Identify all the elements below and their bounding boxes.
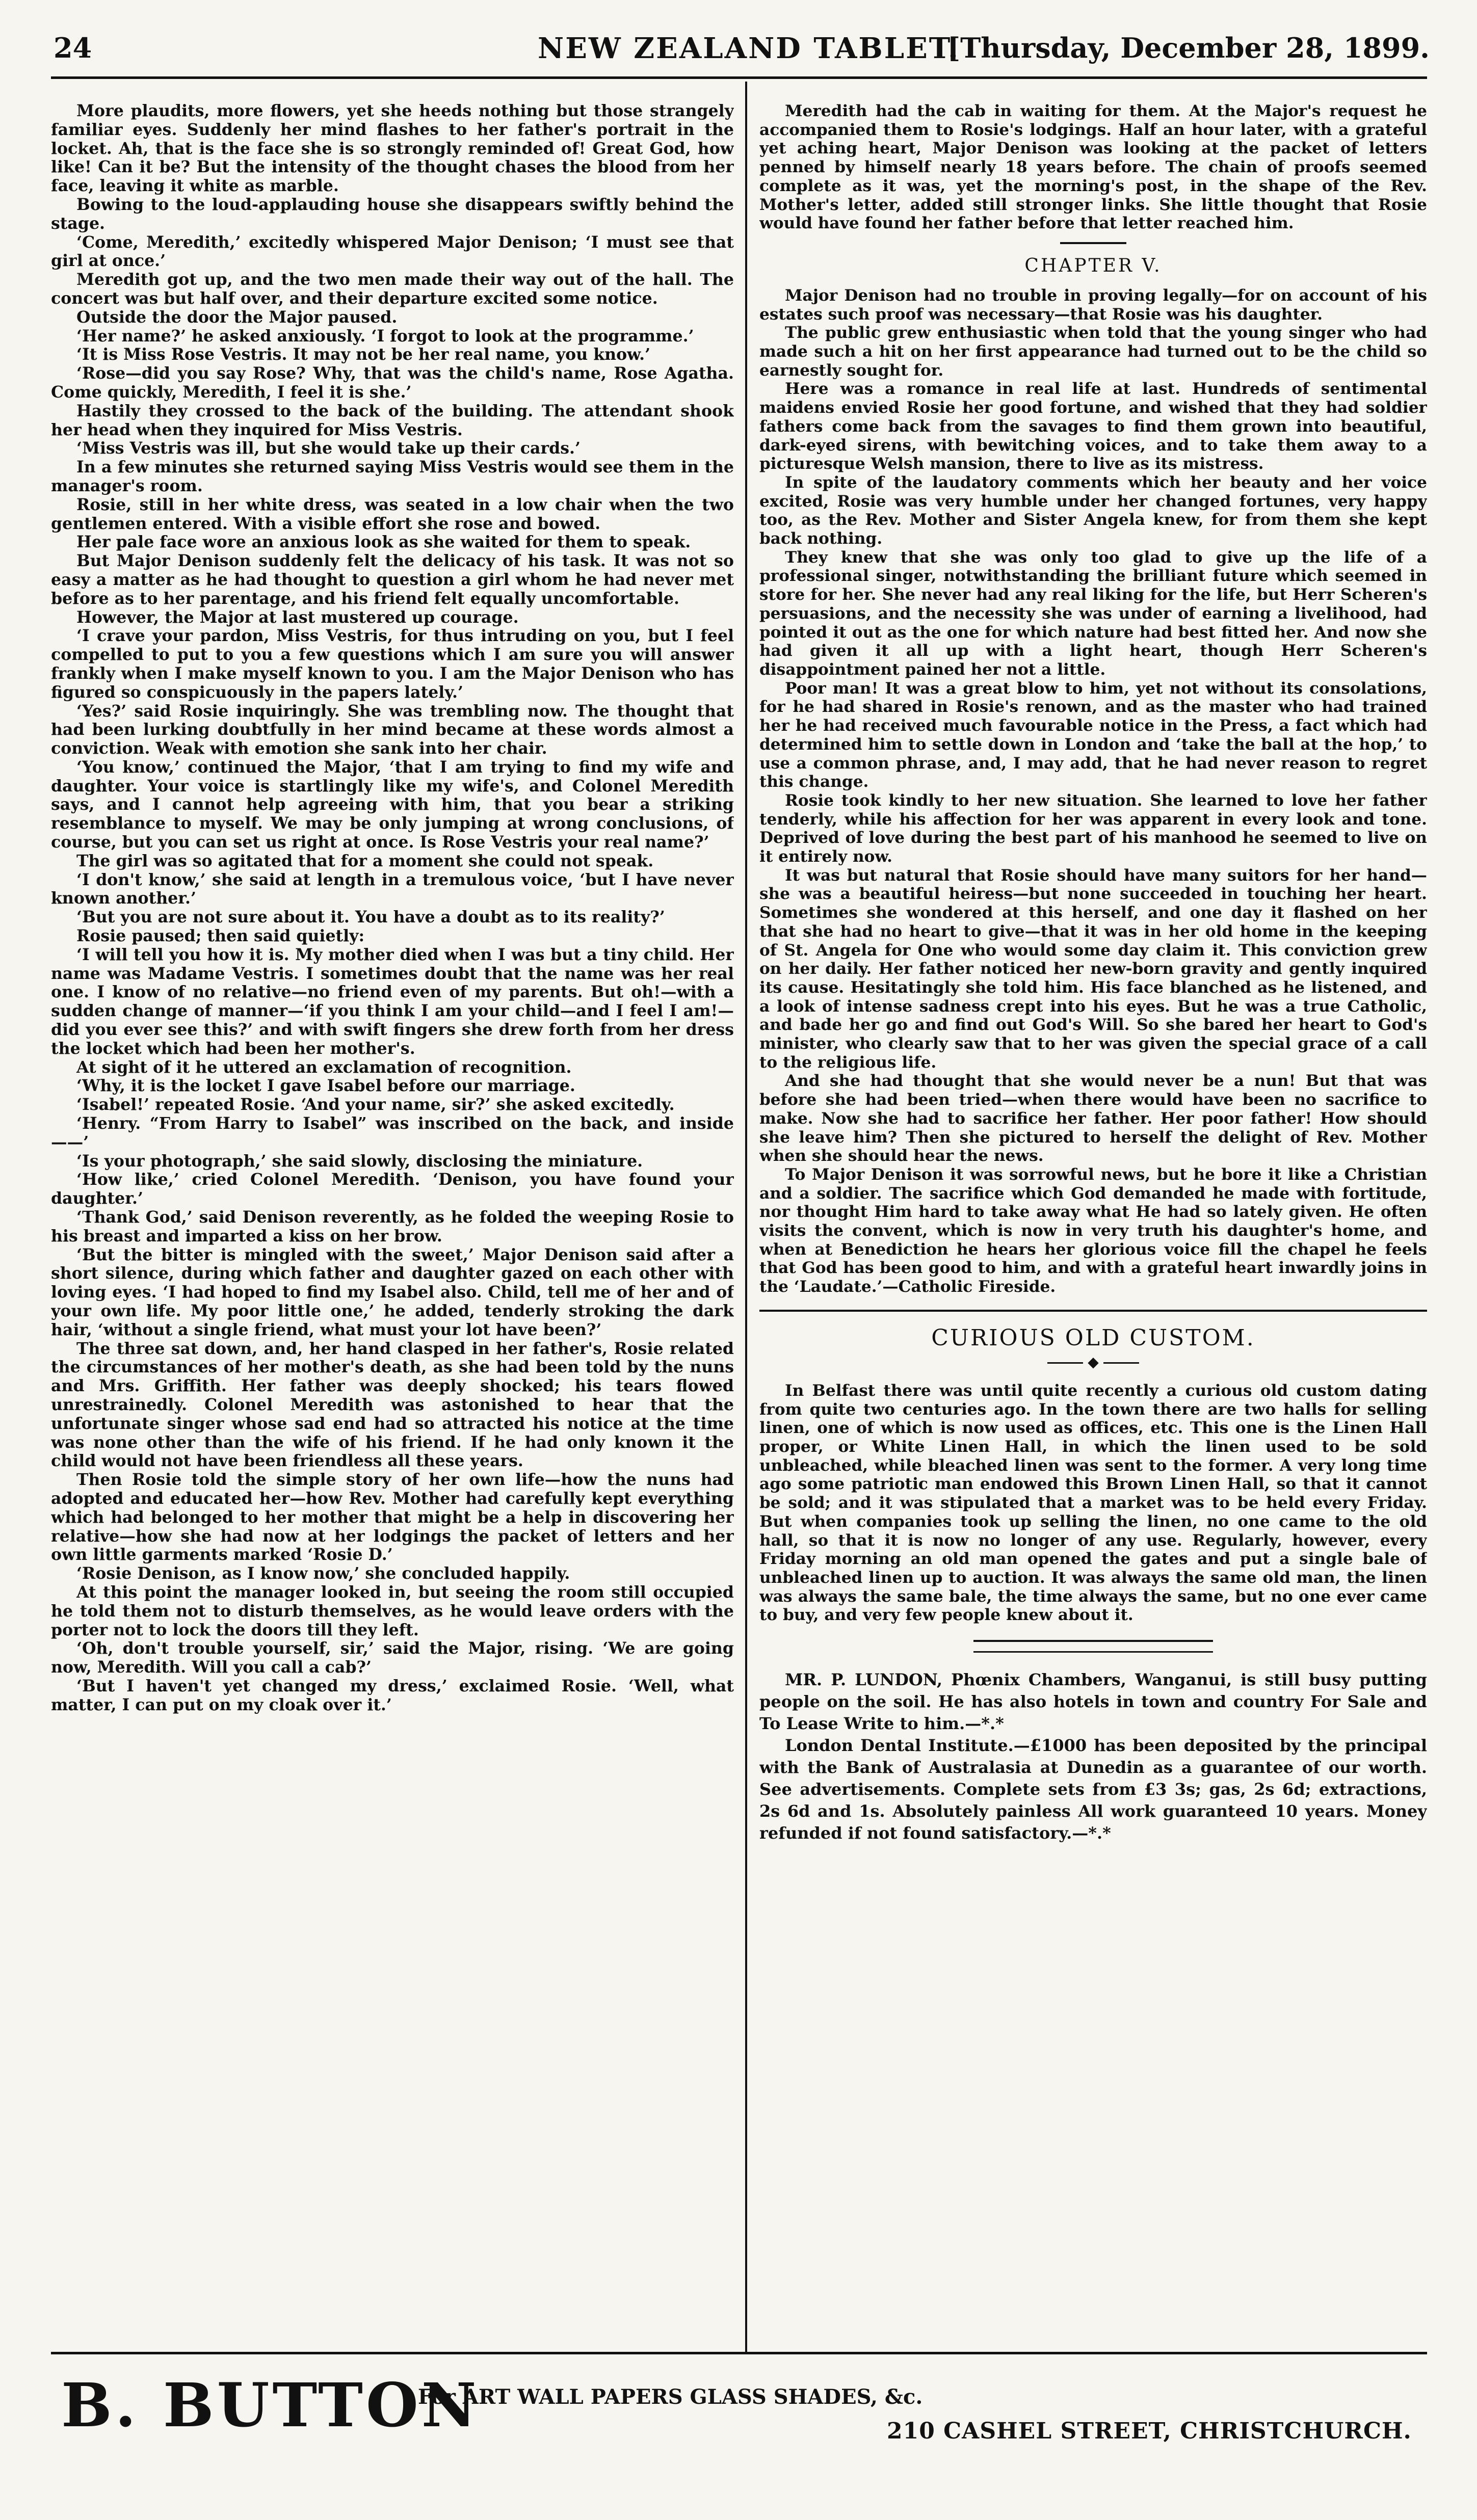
story-paragraph: But Major Denison suddenly felt the delicacy of his task. It was not so easy a matter as he had thought to question a girl whom he had never met before as to her parentage, and his friend felt equally uncomfortable. (51, 551, 734, 608)
chapter-paragraph: Rosie took kindly to her new situation. She learned to love her father tenderly, while his affection for her was apparent in every look and tone. Deprived of love during the best part of his manhood he seemed to live on it entirely now. (759, 791, 1427, 866)
chapter-paragraph: Here was a romance in real life at last. Hundreds of sentimental maidens envied Rosie her good fortune, and wished that they had soldier fathers come back from the savages to find them grown into beautiful, dark-eyed sirens, with bewitching voices, and to take them away to a picturesque Welsh mansion, there to live as its mistress. (759, 380, 1427, 473)
ornament-line-left (1047, 1362, 1083, 1364)
story-paragraph: ‘But the bitter is mingled with the sweet,’ Major Denison said after a short silence, during which father and daughter gazed on each other with loving eyes. ‘I had hoped to find my Isabel also. Child, tell me of her and of your own life. My poor little one,’ he added, tenderly stroking the dark hair, ‘without a single friend, what must your lot have been?’ (51, 1245, 734, 1339)
story-paragraph: Bowing to the loud-applauding house she disappears swiftly behind the stage. (51, 195, 734, 233)
story-paragraph: The three sat down, and, her hand clasped in her father's, Rosie related the circumstances of her mother's death, as she had been told by the nuns and Mrs. Griffith. Her father was deeply shocked; his tears flowed unrestrainedly. Colonel Meredith was astonished to hear that the unfortunate singer whose sad end had so attracted his notice at the time was none other than the wife of his friend. If he had only known it the child would not have been friendless all these years. (51, 1339, 734, 1471)
notices-rule-lower (973, 1651, 1213, 1653)
newspaper-title: NEW ZEALAND TABLET. (538, 32, 960, 65)
story-paragraph: ‘Henry. “From Harry to Isabel” was inscribed on the back, and inside——’ (51, 1114, 734, 1152)
story-paragraph: Meredith got up, and the two men made their way out of the hall. The concert was but half over, and their departure excited some notice. (51, 270, 734, 308)
notices-rule-upper (973, 1640, 1213, 1642)
story-paragraph: More plaudits, more flowers, yet she heeds nothing but those strangely familiar eyes. Suddenly her mind flashes to her father's portrait in the locket. Ah, that is the face she is so strongly reminded of! Great God, how like! Can it be? But the intensity of the thought chases the blood from her face, leaving it white as marble. (51, 102, 734, 196)
story-paragraph: Meredith had the cab in waiting for them. At the Major's request he accompanied them to Rosie's lodgings. Half an hour later, with a grateful yet aching heart, Major Denison was looking at the packet of letters penned by himself nearly 18 years before. The chain of proofs seemed complete as it was, yet the morning's post, in the shape of the Rev. Mother's letter, added still stronger links. She little thought that Rosie would have found her father before that letter reached him. (759, 102, 1427, 233)
story-paragraph: ‘Why, it is the locket I gave Isabel before our marriage. (76, 1076, 575, 1096)
advertiser-address: 210 CASHEL STREET, CHRISTCHURCH. (887, 2418, 1412, 2444)
story-paragraph: ‘Yes?’ said Rosie inquiringly. She was trembling now. The thought that had been lurking doubtfully in her mind became at these words almost a conviction. Weak with emotion she sank into her chair. (51, 701, 734, 758)
story-paragraph: ‘I don't know,’ she said at length in a tremulous voice, ‘but I have never known another.’ (51, 870, 734, 908)
advertiser-products: For ART WALL PAPERS GLASS SHADES, &c. (418, 2385, 923, 2409)
page-number: 24 (54, 32, 92, 64)
column-divider (745, 82, 747, 2352)
diamond-icon: ◆ (1088, 1353, 1099, 1370)
story-paragraph: ‘Her name?’ he asked anxiously. ‘I forgot to look at the programme.’ (76, 326, 694, 346)
story-paragraph: However, the Major at last mustered up courage. (76, 607, 519, 627)
ornament-line-right (1103, 1362, 1139, 1364)
chapter-paragraph: And she had thought that she would never be a nun! But that was before she had been tried—when there would have been no sacrifice to make. Now she had to sacrifice her father. Her poor father! How should she leave him? Then she pictured to herself the delight of Rev. Mother when she should hear the news. (759, 1072, 1427, 1165)
story-paragraph: ‘You know,’ continued the Major, ‘that I am trying to find my wife and daughter. Your voice is startlingly like my wife's, and Colonel Meredith says, and I cannot help agreeing with him, that you bear a striking resemblance to myself. We may be only jumping at wrong conclusions, of course, but you can set us right at once. Is Rose Vestris your real name?’ (51, 757, 734, 852)
story-paragraph: ‘But I haven't yet changed my dress,’ exclaimed Rosie. ‘Well, what matter, I can put on my cloak over it.’ (51, 1676, 734, 1714)
story-paragraph: ‘Oh, don't trouble yourself, sir,’ said the Major, rising. ‘We are going now, Meredith. Will you call a cab?’ (51, 1639, 734, 1677)
story-paragraph: ‘How like,’ cried Colonel Meredith. ‘Denison, you have found your daughter.’ (51, 1170, 734, 1208)
section-heading-curious-old-custom: CURIOUS OLD CUSTOM. (931, 1324, 1255, 1351)
story-paragraph: ‘Rose—did you say Rose? Why, that was the child's name, Rose Agatha. Come quickly, Meredith, I feel it is she.’ (51, 364, 734, 402)
chapter-paragraph: Poor man! It was a great blow to him, yet not without its consolations, for he had shared in Rosie's renown, and as the master who had trained her he had received much favourable notice in the Press, a fact which had determined him to settle down in London and ‘take the ball at the hop,’ to use a common phrase, and, I may add, that he had never reason to regret this change. (759, 679, 1427, 791)
story-paragraph: ‘Is your photograph,’ she said slowly, disclosing the miniature. (76, 1151, 643, 1171)
story-paragraph: ‘I crave your pardon, Miss Vestris, for thus intruding on you, but I feel compelled to put to you a few questions which I am sure you will answer frankly when I make myself known to you. I am the Major Denison who has figured so conspicuously in the papers lately.’ (51, 626, 734, 702)
chapter-paragraph: It was but natural that Rosie should have many suitors for her hand—she was a beautiful heiress—but none succeeded in touching her heart. Sometimes she wondered at this herself, and one day it flashed on her that she had no heart to give—that it was in her old home in the keeping of St. Angela for One who would some day claim it. This conviction grew on her daily. Her father noticed her new-born gravity and gently inquired its cause. Hesitatingly she told him. His face blanched as he listened, and a look of intense sadness crept into his eyes. But he was a true Catholic, and bade her go and find out God's Will. So she bared her heart to God's minister, who clearly saw that to her was given the special grace of a call to the religious life. (759, 866, 1427, 1072)
page-header (54, 32, 1430, 72)
story-paragraph: At this point the manager looked in, but seeing the room still occupied he told them not to disturb themselves, as he would leave orders with the porter not to lock the doors till they left. (51, 1582, 734, 1639)
chapter-paragraph: In spite of the laudatory comments which her beauty and her voice excited, Rosie was very humble under her changed fortunes, very happy too, as the Rev. Mother and Sister Angela knew, for from them she kept back nothing. (759, 473, 1427, 548)
chapter-paragraph: They knew that she was only too glad to give up the life of a professional singer, notwithstanding the brilliant future which seemed in store for her. She never had any real liking for the life, but Herr Scheren's persuasions, and the necessity she was under of earning a livelihood, had pointed it out as the one for which nature had best fitted her. And now she had given it all up with a light heart, though Herr Scheren's disappointment pained her not a little. (759, 548, 1427, 679)
notice-london-dental: London Dental Institute.—£1000 has been deposited by the principal with the Bank of Australasia at Dunedin as a guarantee of our worth. See advertisements. Complete sets from £3 3s; gas, 2s 6d; extractions, 2s 6d and 1s. Absolutely painless All work guaranteed 10 years. Money refunded if not found satisfactory.—*.* (759, 1736, 1427, 1843)
story-paragraph: Her pale face wore an anxious look as she waited for them to speak. (76, 533, 691, 552)
story-paragraph: The girl was so agitated that for a moment she could not speak. (76, 851, 654, 870)
chapter-paragraph: The public grew enthusiastic when told that the young singer who had made such a hit on her first appearance had turned out to be the child so earnestly sought for. (759, 324, 1427, 380)
story-paragraph: Hastily they crossed to the back of the building. The attendant shook her head when they inquired for Miss Vestris. (51, 401, 734, 439)
story-paragraph: ‘Rosie Denison, as I know now,’ she concluded happily. (76, 1564, 570, 1583)
story-paragraph: Rosie paused; then said quietly: (76, 926, 365, 946)
story-paragraph: ‘Come, Meredith,’ excitedly whispered Major Denison; ‘I must see that girl at once.’ (51, 232, 734, 271)
custom-paragraph: In Belfast there was until quite recently a curious old custom dating from quite two centuries ago. In the town there are two halls for selling linen, one of which is now used as offices, etc. This one is the Linen Hall proper, or White Linen Hall, in which the linen used to be sold unbleached, while bleached linen was sent to the former. A very long time ago some patriotic man endowed this Brown Linen Hall, so that it cannot be sold; and it was stipulated that a market was to be held every Friday. But when companies took up selling the linen, no one came to the old hall, so that it is now no longer of any use. Regularly, however, every Friday morning an old man opened the gates and put a single bale of unbleached linen up to auction. It was always the same old man, the linen was always the same bale, the time always the same, but no one ever came to buy, and very few people knew about it. (759, 1381, 1427, 1625)
story-paragraph: ‘Thank God,’ said Denison reverently, as he folded the weeping Rosie to his breast and imparted a kiss on her brow. (51, 1208, 734, 1245)
story-paragraph: ‘Isabel!’ repeated Rosie. ‘And your name, sir?’ she asked excitedly. (76, 1095, 675, 1115)
chapter-rule (1060, 242, 1126, 244)
diamond-ornament (759, 1355, 1427, 1369)
chapter-paragraph: Major Denison had no trouble in proving legally—for on account of his estates such proof was necessary—that Rosie was his daughter. (759, 286, 1427, 324)
right-column (759, 102, 1427, 2344)
section-divider (759, 1310, 1427, 1312)
story-paragraph: Rosie, still in her white dress, was seated in a low chair when the two gentlemen entered. With a visible effort she rose and bowed. (51, 495, 734, 533)
chapter-paragraph: To Major Denison it was sorrowful news, but he bore it like a Christian and a soldier. The sacrifice which God demanded he made with fortitude, nor thought Him hard to take away what He had so lately given. He often visits the convent, which is now in very truth his daughter's home, and when at Benediction he hears her glorious voice fill the chapel he feels that God has been good to him, and with a grateful heart inwardly joins in the ‘Laudate.’—Catholic Fireside. (759, 1165, 1427, 1296)
story-paragraph: At sight of it he uttered an exclamation of recognition. (76, 1057, 572, 1077)
notice-lundon: MR. P. LUNDON, Phœnix Chambers, Wanganui, is still busy putting people on the soil. He has also hotels in town and country For Sale and To Lease Write to him.—*.* (759, 1670, 1427, 1734)
story-paragraph: ‘I will tell you how it is. My mother died when I was but a tiny child. Her name was Madame Vestris. I sometimes doubt that the name was her real one. I know of no relative—no friend even of my parents. But oh!—with a sudden change of manner—‘if you think I am your child—and I feel I am!—did you ever see this?’ and with swift fingers she drew forth from her dress the locket which had been her mother's. (51, 945, 734, 1058)
issue-date: [Thursday, December 28, 1899. (947, 32, 1430, 64)
chapter-heading: CHAPTER V. (1024, 255, 1162, 276)
story-paragraph: ‘But you are not sure about it. You have a doubt as to its reality?’ (76, 908, 665, 927)
story-paragraph: Outside the door the Major paused. (76, 307, 398, 327)
story-paragraph: ‘It is Miss Rose Vestris. It may not be her real name, you know.’ (76, 345, 651, 364)
story-paragraph: In a few minutes she returned saying Miss Vestris would see them in the manager's room. (51, 458, 734, 495)
story-paragraph: Then Rosie told the simple story of her own life—how the nuns had adopted and educated her—how Rev. Mother had carefully kept everything which had belonged to her mother that might be a help in discovering her relative—how she had now at her lodgings the packet of letters and her own little garments marked ‘Rosie D.’ (51, 1470, 734, 1564)
header-rule (51, 76, 1427, 79)
left-column (51, 102, 734, 2349)
footer-rule (51, 2352, 1427, 2354)
advertiser-name: B. BUTTON (61, 2370, 480, 2441)
story-paragraph: ‘Miss Vestris was ill, but she would take up their cards.’ (76, 439, 581, 458)
